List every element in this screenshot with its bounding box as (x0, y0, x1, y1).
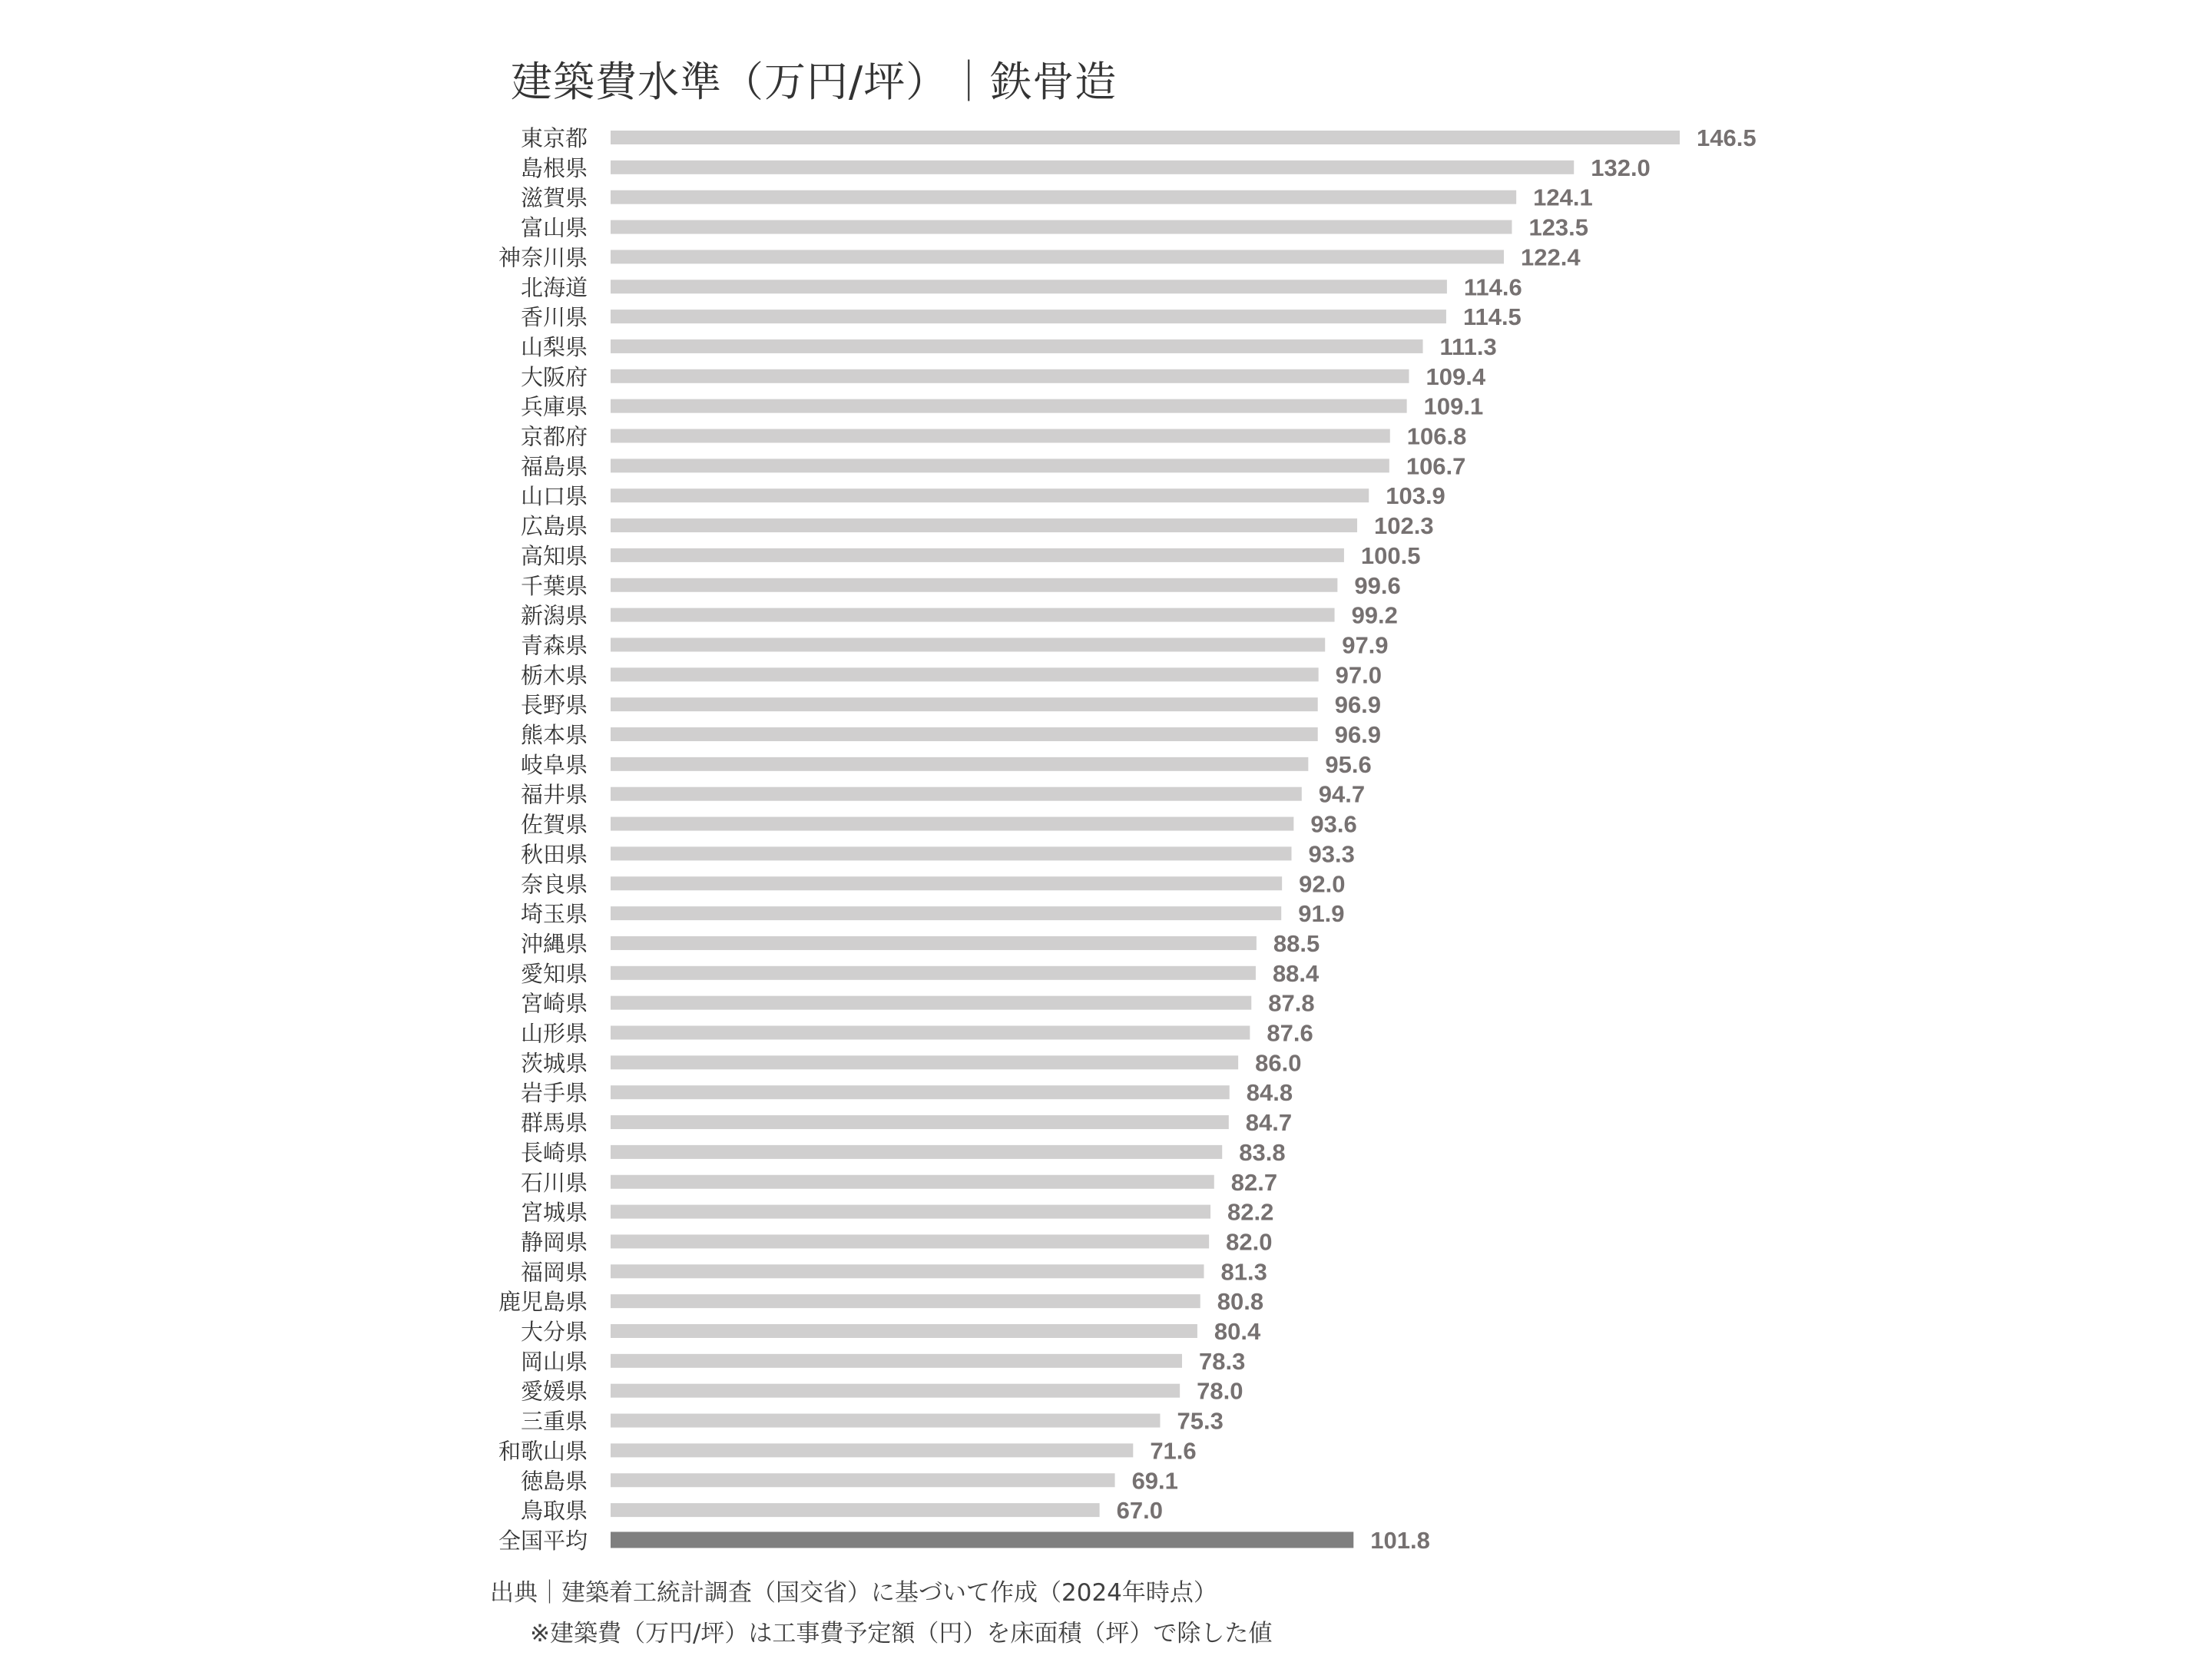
value-label: 84.7 (1245, 1109, 1293, 1137)
bar (611, 1055, 1238, 1069)
value-label: 80.4 (1214, 1318, 1261, 1345)
value-label: 146.5 (1697, 124, 1757, 151)
bar (611, 548, 1344, 562)
value-label: 78.0 (1197, 1377, 1243, 1405)
category-label: 栃木県 (520, 662, 588, 689)
bar (611, 667, 1319, 681)
value-label: 91.9 (1298, 900, 1345, 928)
bar (611, 1085, 1230, 1099)
value-label: 82.7 (1230, 1168, 1278, 1196)
category-label: 徳島県 (520, 1468, 588, 1495)
value-label: 99.6 (1354, 571, 1401, 599)
value-label: 69.1 (1131, 1467, 1178, 1495)
bar (611, 936, 1257, 950)
value-label: 75.3 (1177, 1407, 1224, 1435)
bar (611, 996, 1251, 1010)
value-label: 97.9 (1342, 631, 1389, 659)
category-label: 和歌山県 (498, 1438, 588, 1465)
calculation-note: ※建築費（万円/坪）は工事費予定額（円）を床面積（坪）で除した値 (530, 1620, 1273, 1647)
value-label: 92.0 (1299, 870, 1346, 898)
value-label: 93.6 (1310, 810, 1357, 838)
category-label: 愛媛県 (520, 1378, 588, 1405)
value-label: 109.4 (1426, 363, 1486, 390)
category-label: 長野県 (520, 692, 588, 719)
bar (611, 1414, 1160, 1428)
bar (611, 787, 1302, 801)
category-label: 滋賀県 (520, 184, 588, 211)
bar (611, 1384, 1180, 1398)
category-label: 岡山県 (520, 1348, 588, 1375)
value-label: 87.6 (1267, 1019, 1313, 1047)
category-label: 京都府 (520, 423, 588, 450)
bar (611, 399, 1407, 413)
bar (611, 429, 1390, 443)
bar (611, 1443, 1133, 1457)
bar (611, 369, 1409, 383)
category-label: 島根県 (520, 154, 588, 181)
value-label: 82.2 (1227, 1198, 1274, 1226)
category-label: 神奈川県 (498, 244, 588, 271)
value-label: 96.9 (1334, 721, 1382, 748)
bar (611, 727, 1318, 741)
category-label: 富山県 (520, 214, 588, 241)
category-label: 秋田県 (520, 841, 588, 868)
value-label: 106.7 (1406, 452, 1466, 480)
bar (611, 906, 1281, 920)
bar (611, 608, 1335, 622)
value-label: 81.3 (1220, 1258, 1267, 1286)
bar (611, 846, 1292, 860)
category-label: 千葉県 (520, 572, 588, 599)
bar (611, 190, 1516, 204)
value-label: 102.3 (1374, 512, 1434, 540)
value-label: 103.9 (1386, 482, 1445, 510)
category-label: 鳥取県 (520, 1498, 588, 1525)
source-footnote: 出典｜建築着工統計調査（国交省）に基づいて作成（2024年時点） (490, 1579, 1217, 1607)
bar (611, 1145, 1222, 1159)
category-label: 福岡県 (520, 1259, 588, 1286)
bar (611, 1234, 1209, 1248)
category-label: 佐賀県 (520, 811, 588, 838)
category-label: 静岡県 (520, 1229, 588, 1256)
category-label: 大分県 (520, 1319, 588, 1345)
bar (611, 280, 1447, 293)
category-label: 兵庫県 (520, 393, 588, 420)
category-label: 大阪府 (520, 363, 588, 390)
value-label: 99.2 (1351, 601, 1398, 629)
value-label: 95.6 (1325, 750, 1372, 778)
value-label: 88.4 (1272, 959, 1320, 987)
value-label: 78.3 (1198, 1347, 1246, 1375)
value-label: 83.8 (1239, 1138, 1286, 1166)
chart-title: 建築費水準（万円/坪）｜鉄骨造 (511, 58, 1118, 106)
category-label: 埼玉県 (520, 901, 588, 928)
value-label: 86.0 (1255, 1049, 1302, 1077)
value-label: 71.6 (1150, 1437, 1197, 1465)
bar (611, 637, 1325, 651)
category-label: 岩手県 (520, 1080, 588, 1107)
bar (611, 161, 1574, 174)
category-label: 岐阜県 (520, 751, 588, 778)
value-label: 109.1 (1423, 392, 1484, 420)
value-label: 122.4 (1521, 243, 1581, 271)
bar (611, 1473, 1115, 1487)
category-label: 新潟県 (520, 602, 588, 629)
category-label: 宮城県 (520, 1199, 588, 1226)
category-label: 石川県 (520, 1169, 588, 1196)
category-label: 福井県 (520, 781, 588, 808)
category-label: 奈良県 (520, 871, 588, 898)
category-label: 青森県 (520, 632, 588, 659)
category-label: 高知県 (520, 542, 588, 569)
bar (611, 1354, 1182, 1368)
bar (611, 757, 1308, 771)
bar (611, 488, 1369, 502)
value-label: 94.7 (1318, 780, 1366, 808)
bar (611, 1264, 1204, 1278)
value-label: 132.0 (1591, 154, 1651, 181)
value-label: 67.0 (1116, 1497, 1163, 1525)
bar (611, 250, 1504, 263)
bar (611, 518, 1357, 532)
category-label: 宮崎県 (520, 990, 588, 1017)
value-label: 123.5 (1528, 214, 1589, 241)
category-label: 長崎県 (520, 1139, 588, 1166)
category-label: 鹿児島県 (498, 1289, 588, 1316)
bar (611, 1294, 1200, 1308)
category-label: 香川県 (520, 304, 588, 331)
category-label: 山梨県 (520, 333, 588, 360)
bar (611, 697, 1318, 711)
value-label: 114.5 (1462, 303, 1522, 331)
value-label: 106.8 (1406, 422, 1467, 450)
bar (611, 817, 1293, 831)
category-label: 愛知県 (520, 960, 588, 987)
value-label: 93.3 (1308, 840, 1355, 868)
category-label: 全国平均 (498, 1527, 588, 1554)
bar (611, 1324, 1197, 1338)
bar (611, 131, 1680, 144)
category-label: 熊本県 (520, 722, 588, 748)
bar (611, 1205, 1210, 1219)
value-label: 97.0 (1335, 661, 1382, 689)
category-label: 山口県 (520, 483, 588, 510)
value-label: 84.8 (1246, 1079, 1293, 1107)
bar (611, 1503, 1100, 1517)
value-label: 100.5 (1360, 541, 1421, 569)
category-label: 福島県 (520, 453, 588, 480)
value-label: 80.8 (1217, 1288, 1264, 1316)
bar (611, 310, 1446, 323)
value-label: 111.3 (1439, 333, 1497, 360)
bar (611, 876, 1282, 890)
category-label: 茨城県 (520, 1050, 588, 1077)
value-label: 82.0 (1226, 1228, 1273, 1256)
value-label: 124.1 (1533, 184, 1593, 211)
value-label: 114.6 (1463, 273, 1522, 301)
category-label: 沖縄県 (520, 930, 588, 957)
value-label: 96.9 (1334, 691, 1382, 719)
bar (611, 1026, 1250, 1040)
category-label: 北海道 (520, 274, 588, 301)
average-bar (611, 1532, 1353, 1548)
category-label: 群馬県 (520, 1110, 588, 1137)
value-label: 88.5 (1273, 929, 1320, 957)
bar (611, 339, 1423, 353)
bar (611, 1175, 1214, 1189)
value-label: 87.8 (1268, 989, 1315, 1017)
bar (611, 459, 1389, 472)
category-label: 東京都 (520, 125, 588, 151)
category-label: 広島県 (520, 513, 588, 540)
value-label: 101.8 (1370, 1526, 1430, 1554)
category-label: 三重県 (520, 1408, 588, 1435)
bar (611, 966, 1256, 980)
category-label: 山形県 (520, 1020, 588, 1047)
bar (611, 1115, 1229, 1129)
bar (611, 578, 1337, 592)
bar (611, 220, 1512, 234)
